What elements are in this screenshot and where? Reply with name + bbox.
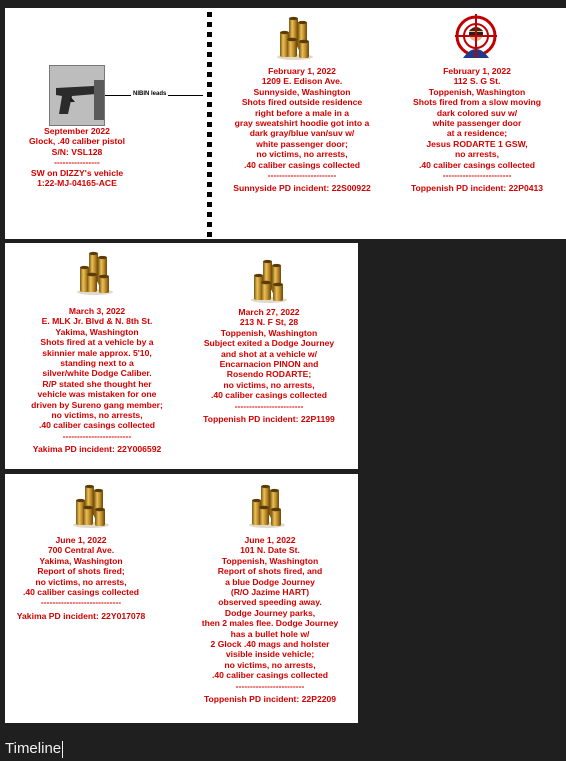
- timeline-panel-middle: [5, 243, 358, 469]
- incident-line: 2 Glock .40 mags and holster: [210, 639, 330, 650]
- incident-line: Yakima, Washington: [39, 555, 123, 566]
- incident-line: February 1, 2022: [268, 66, 336, 76]
- incident-line: 213 N. F St, 28: [239, 317, 299, 328]
- nibin-leads-label: NIBIN leads: [133, 91, 167, 97]
- incident-line: no arrests,: [455, 149, 499, 160]
- incident-line: Report of shots fired;: [37, 566, 125, 577]
- timeline-panel-bottom: [5, 474, 358, 723]
- shell-casings-icon: [275, 14, 315, 60]
- evidence-summary: [17, 126, 137, 188]
- dotted-divider: [207, 12, 212, 238]
- incident-line: Subject exited a Dodge Journey: [203, 338, 335, 349]
- incident-line: skinnier male approx. 5'10,: [42, 347, 152, 358]
- incident-line: no victims, no arrests,: [223, 379, 315, 390]
- incident-line: Encarnacion PINON and: [219, 359, 319, 370]
- incident-line: at a residence;: [446, 128, 508, 139]
- incident-line: gray sweatshirt hoodie got into a: [234, 118, 370, 129]
- glock-pistol-photo: [49, 65, 105, 126]
- incident-sunnyside-feb1: [217, 66, 387, 194]
- incident-line: Toppenish, Washington: [220, 327, 318, 338]
- incident-line: 1209 E. Edison Ave.: [261, 76, 343, 87]
- shell-casings-icon: [71, 482, 111, 528]
- incident-line: dark colored suv w/: [436, 107, 518, 118]
- evidence-line: September 2022: [44, 126, 110, 136]
- incident-line: ------------------------: [62, 430, 132, 441]
- incident-line: .40 caliber casings collected: [211, 670, 329, 681]
- incident-line: E. MLK Jr. Blvd & N. 8th St.: [41, 316, 153, 327]
- incident-line: .40 caliber casings collected: [210, 390, 328, 401]
- incident-line: .40 caliber casings collected: [418, 159, 536, 170]
- text-cursor: [62, 741, 63, 758]
- incident-line: ------------------------: [235, 680, 305, 691]
- incident-line: Toppenish PD incident: 22P0413: [410, 183, 544, 194]
- evidence-line: SW on DIZZY's vehicle: [30, 167, 124, 178]
- incident-line: Yakima, Washington: [55, 326, 139, 337]
- incident-line: dark gray/blue van/suv w/: [249, 128, 355, 139]
- incident-line: 112 S. G St.: [453, 76, 501, 87]
- incident-line: ------------------------: [442, 170, 512, 181]
- incident-line: right before a male in a: [254, 107, 350, 118]
- incident-line: no victims, no arrests,: [35, 576, 127, 587]
- incident-line: February 1, 2022: [443, 66, 511, 76]
- incident-line: standing next to a: [60, 358, 134, 369]
- timeline-panel-top: [5, 8, 566, 239]
- incident-line: R/P stated she thought her: [42, 378, 152, 389]
- incident-line: Toppenish PD incident: 22P2209: [203, 694, 337, 705]
- incident-line: white passenger door: [432, 118, 522, 129]
- incident-line: no victims, no arrests,: [224, 659, 316, 670]
- incident-line: ------------------------: [234, 400, 304, 411]
- incident-line: 101 N. Date St.: [240, 545, 300, 556]
- incident-line: Dodge Journey parks,: [224, 607, 316, 618]
- incident-line: Yakima PD incident: 22Y006592: [32, 444, 162, 455]
- incident-line: .40 caliber casings collected: [22, 587, 140, 598]
- incident-line: Shots fired from a slow moving: [413, 97, 541, 108]
- incident-yakima-jun1: [5, 535, 157, 621]
- evidence-line: 1:22-MJ-04165-ACE: [37, 178, 117, 189]
- incident-line: Shots fired at a vehicle by a: [40, 337, 154, 348]
- shell-casings-icon: [249, 257, 289, 303]
- incident-line: ------------------------: [267, 170, 337, 181]
- incident-line: June 1, 2022: [55, 535, 107, 545]
- incident-line: no victims, no arrests,: [256, 149, 348, 160]
- incident-line: Shots fired outside residence: [241, 97, 363, 108]
- incident-line: has a bullet hole w/: [230, 628, 310, 639]
- incident-line: observed speeding away.: [218, 597, 322, 608]
- incident-line: .40 caliber casings collected: [243, 159, 361, 170]
- incident-line: no victims, no arrests,: [51, 410, 143, 421]
- incident-line: Toppenish PD incident: 22P1199: [203, 414, 335, 425]
- incident-toppenish-mar27: [187, 307, 351, 424]
- incident-line: driven by Sureno gang member;: [31, 399, 163, 410]
- incident-toppenish-feb1: [397, 66, 557, 194]
- incident-line: a blue Dodge Journey: [225, 576, 315, 587]
- incident-line: white passenger door;: [256, 138, 348, 149]
- shell-casings-icon: [247, 482, 287, 528]
- incident-line: then 2 males flee. Dodge Journey: [201, 618, 339, 629]
- incident-line: Toppenish, Washington: [428, 86, 526, 97]
- incident-yakima-mar3: [13, 306, 181, 455]
- incident-line: Rosendo RODARTE;: [226, 369, 312, 380]
- incident-toppenish-jun1: [185, 535, 355, 705]
- shell-casings-icon: [75, 249, 115, 295]
- incident-line: visible inside vehicle;: [225, 649, 315, 660]
- incident-line: Report of shots fired, and: [217, 566, 323, 577]
- incident-line: March 27, 2022: [238, 307, 300, 317]
- incident-line: March 3, 2022: [68, 306, 126, 316]
- incident-line: (R/O Jazime HART): [230, 587, 310, 598]
- incident-line: June 1, 2022: [244, 535, 296, 545]
- evidence-line: Glock, .40 caliber pistol: [29, 136, 125, 147]
- incident-line: ----------------------------: [40, 597, 122, 608]
- caption-text: Timeline: [5, 740, 62, 757]
- evidence-line: S/N: VSL128: [51, 146, 103, 157]
- incident-line: Sunnyside PD incident: 22S00922: [233, 183, 371, 194]
- evidence-line: ----------------: [54, 157, 100, 168]
- incident-line: .40 caliber casings collected: [38, 420, 156, 431]
- incident-line: and shot at a vehicle w/: [221, 348, 317, 359]
- incident-line: vehicle was mistaken for one: [37, 389, 157, 400]
- incident-line: 700 Central Ave.: [47, 545, 115, 556]
- incident-line: Toppenish, Washington: [221, 555, 319, 566]
- incident-line: Jesus RODARTE 1 GSW,: [426, 138, 528, 149]
- incident-line: silver/white Dodge Caliber.: [42, 368, 152, 379]
- target-person-icon: [455, 14, 497, 60]
- incident-line: Sunnyside, Washington: [253, 86, 351, 97]
- timeline-caption[interactable]: [5, 740, 63, 758]
- incident-line: Yakima PD incident: 22Y017078: [16, 610, 146, 621]
